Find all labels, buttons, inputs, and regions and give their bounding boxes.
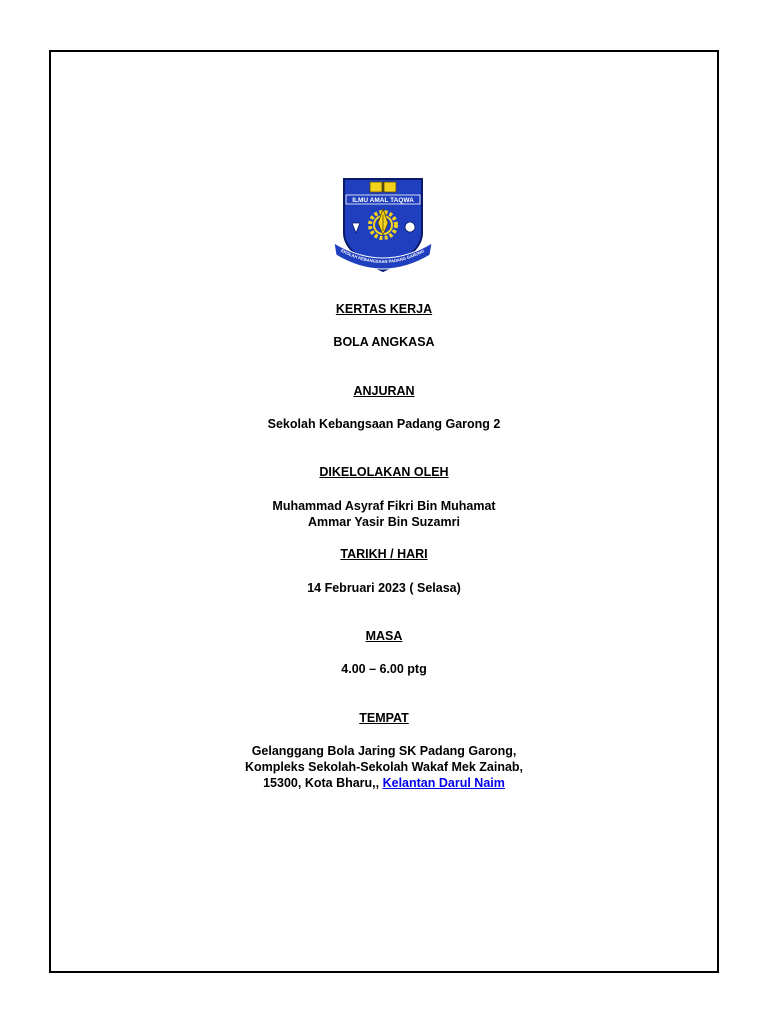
venue-line-2: Kompleks Sekolah-Sekolah Wakaf Mek Zainab, (244, 760, 524, 774)
heading-masa: MASA (365, 629, 403, 643)
svg-text:SEKOLAH KEBANGSAAN PADANG GARO: EKOLAH KEBANGSAAN PADANG GARONG (340, 247, 426, 265)
venue-line-1: Gelanggang Bola Jaring SK Padang Garong, (251, 744, 517, 758)
svg-text:ILMU AMAL TAQWA: ILMU AMAL TAQWA (352, 197, 414, 204)
heading-dikelolakan-oleh: DIKELOLAKAN OLEH (319, 465, 449, 479)
kelantan-darul-naim-link[interactable]: Kelantan Darul Naim (382, 776, 505, 790)
heading-anjuran: ANJURAN (353, 384, 415, 398)
heading-tempat: TEMPAT (359, 711, 409, 725)
manager-name-1: Muhammad Asyraf Fikri Bin Muhamat (272, 499, 496, 513)
event-time: 4.00 – 6.00 ptg (341, 662, 427, 676)
heading-tarikh-hari: TARIKH / HARI (340, 547, 428, 561)
venue-line-3 (49, 776, 719, 791)
heading-kertas-kerja: KERTAS KERJA (335, 302, 433, 316)
organizer-name: Sekolah Kebangsaan Padang Garong 2 (267, 417, 501, 431)
manager-name-2: Ammar Yasir Bin Suzamri (308, 515, 460, 529)
school-crest-logo (330, 175, 436, 280)
event-date: 14 Februari 2023 ( Selasa) (307, 581, 461, 595)
venue-postcode-city: 15300, Kota Bharu,, (263, 776, 383, 790)
document-title: BOLA ANGKASA (333, 335, 435, 349)
